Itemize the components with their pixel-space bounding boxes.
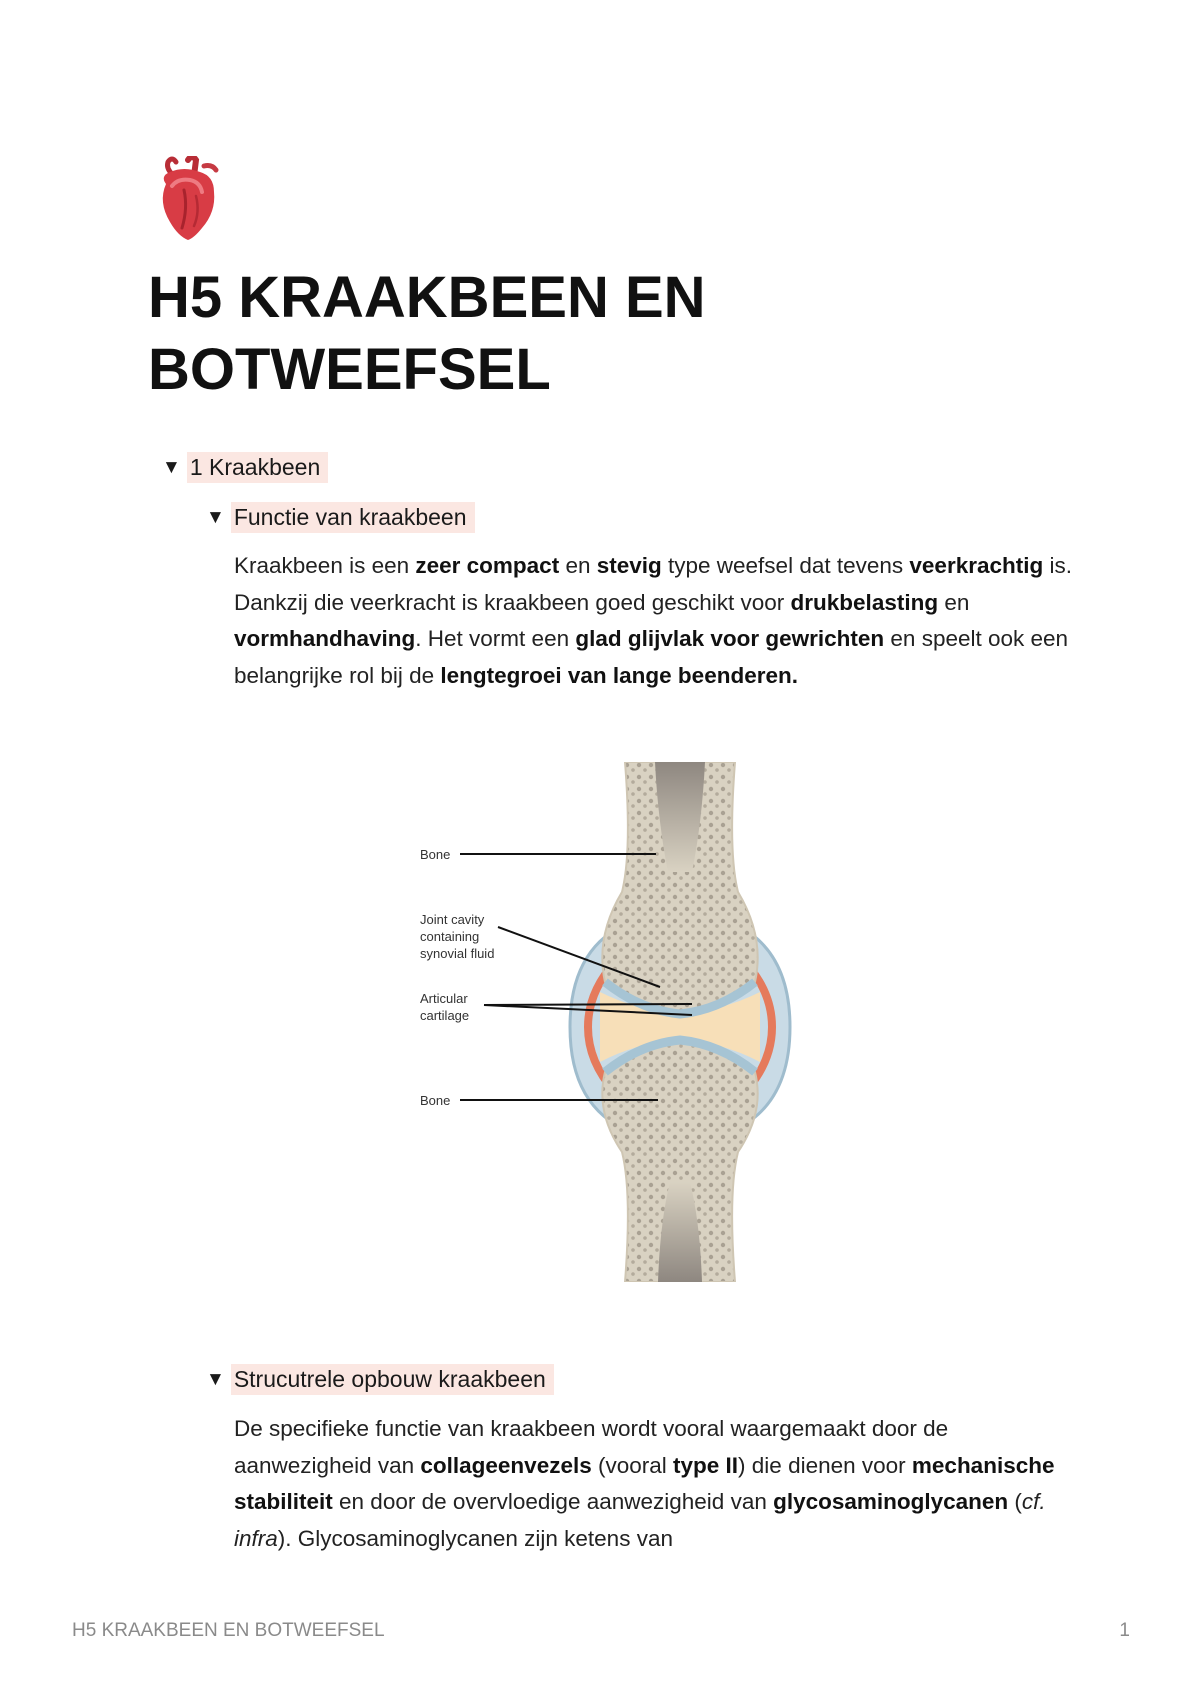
toggle-arrow-icon[interactable]: ▼ (162, 456, 181, 478)
page-title (148, 262, 1048, 406)
text-run: De specifieke functie van kraakbeen wordt vooral waargemaakt door de aanwezigheid van (234, 1416, 949, 1478)
toggle-label: 1 Kraakbeen (187, 452, 328, 483)
bold-run: stevig (596, 553, 662, 578)
bold-run: glad glijvlak voor gewrichten (575, 626, 885, 652)
toggle-label: Strucutrele opbouw kraakbeen (231, 1364, 554, 1395)
toggle-arrow-icon[interactable]: ▼ (206, 506, 225, 528)
toggle-label: Functie van kraakbeen (231, 502, 475, 533)
text-run: en speelt ook een belangrijke rol bij de (234, 626, 1069, 688)
text-run: Kraakbeen is een (234, 553, 416, 578)
bold-run: zeer compact (415, 553, 560, 578)
synovial-joint-figure (420, 762, 870, 1282)
label-bone-top: Bone (420, 847, 451, 862)
paragraph-functie (234, 548, 1084, 694)
text-run: ) die dienen voor (738, 1452, 912, 1478)
text-run: en (559, 553, 597, 578)
bold-run: collageenvezels (420, 1452, 592, 1478)
text-run: . Het vormt een (415, 626, 576, 652)
bold-run: mechanische stabiliteit (234, 1452, 1055, 1515)
leader-line-cartilage-upper (484, 1004, 692, 1005)
bold-run: drukbelasting (790, 589, 939, 615)
bold-run: veerkrachtig (909, 553, 1044, 578)
bold-run: type II (673, 1452, 739, 1478)
label-joint-cavity-1: Joint cavity (420, 912, 485, 927)
toggle-structurele-opbouw[interactable] (206, 1364, 554, 1395)
label-bone-bottom: Bone (420, 1093, 451, 1108)
anatomical-heart-icon (150, 156, 226, 242)
page-title-line1: H5 KRAAKBEEN EN (148, 265, 706, 330)
page-title-line2: BOTWEEFSEL (148, 337, 551, 402)
text-run: en (938, 589, 970, 615)
label-joint-cavity-2: containing (420, 929, 480, 944)
italic-run: cf. infra (234, 1489, 1046, 1551)
text-run: is. Dankzij die veerkracht is kraakbeen goed geschikt voor (234, 553, 1072, 615)
text-run: (vooral (591, 1452, 674, 1478)
toggle-functie-van-kraakbeen[interactable] (206, 502, 475, 533)
label-joint-cavity-3: synovial fluid (420, 946, 495, 961)
bold-run: glycosaminoglycanen (773, 1489, 1009, 1515)
page-number: 1 (1119, 1620, 1130, 1641)
paragraph-opbouw (234, 1411, 1084, 1557)
footer-title: H5 KRAAKBEEN EN BOTWEEFSEL (72, 1620, 385, 1641)
text-run: ). Glycosaminoglycanen zijn ketens van (277, 1525, 673, 1551)
toggle-arrow-icon[interactable]: ▼ (206, 1368, 225, 1390)
text-run: type weefsel dat tevens (661, 553, 910, 578)
text-run: en door de overvloedige aanwezigheid van (332, 1489, 774, 1515)
text-run: ( (1008, 1489, 1022, 1515)
toggle-kraakbeen[interactable] (162, 452, 328, 483)
bold-run: vormhandhaving (234, 626, 416, 652)
label-cartilage-1: Articular (420, 991, 468, 1006)
label-cartilage-2: cartilage (420, 1008, 470, 1023)
bold-run: lengtegroei van lange beenderen. (440, 662, 798, 688)
